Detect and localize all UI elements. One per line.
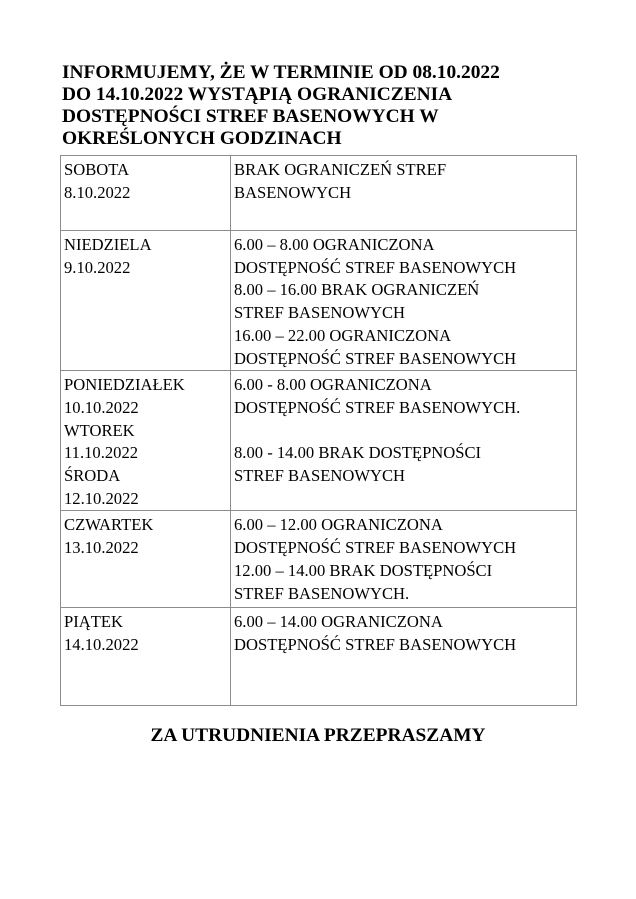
table-row — [61, 156, 577, 231]
availability-line: STREF BASENOWYCH — [234, 303, 406, 323]
day-line: SOBOTA — [64, 160, 130, 179]
availability-line: 6.00 – 8.00 OGRANICZONA — [234, 235, 435, 254]
availability-cell — [231, 371, 577, 511]
availability-line: DOSTĘPNOŚĆ STREF BASENOWYCH — [234, 257, 517, 277]
heading-line: DOSTĘPNOŚCI STREF BASENOWYCH W — [62, 106, 439, 127]
table-row — [61, 511, 577, 608]
day-line: PONIEDZIAŁEK — [64, 375, 185, 395]
availability-line: STREF BASENOWYCH. — [234, 583, 410, 603]
day-cell — [61, 231, 231, 371]
day-line: 8.10.2022 — [64, 182, 131, 202]
availability-line: 6.00 – 12.00 OGRANICZONA — [234, 515, 443, 535]
day-line: 10.10.2022 — [64, 397, 139, 417]
schedule-table — [60, 155, 577, 706]
day-line: 13.10.2022 — [64, 538, 139, 558]
availability-line: 16.00 – 22.00 OGRANICZONA — [234, 325, 452, 345]
availability-line: BRAK OGRANICZEŃ STREF — [234, 160, 447, 179]
availability-cell — [231, 156, 577, 231]
availability-line: 6.00 – 14.00 OGRANICZONA — [234, 612, 443, 632]
day-line: ŚRODA — [64, 466, 121, 486]
availability-line: DOSTĘPNOŚĆ STREF BASENOWYCH — [234, 635, 517, 655]
notice-heading — [62, 62, 582, 150]
heading-line: DO 14.10.2022 WYSTĄPIĄ OGRANICZENIA — [62, 84, 453, 105]
day-cell — [61, 371, 231, 511]
day-line: CZWARTEK — [64, 515, 154, 535]
day-line: 11.10.2022 — [64, 443, 139, 463]
availability-line: BASENOWYCH — [234, 182, 352, 202]
table-row — [61, 371, 577, 511]
availability-line: DOSTĘPNOŚĆ STREF BASENOWYCH — [234, 348, 517, 368]
day-line: 12.10.2022 — [64, 488, 139, 508]
availability-line: 8.00 - 14.00 BRAK DOSTĘPNOŚCI — [234, 443, 482, 463]
availability-cell — [231, 608, 577, 706]
availability-line: 6.00 - 8.00 OGRANICZONA — [234, 375, 432, 395]
availability-cell — [231, 511, 577, 608]
availability-line: DOSTĘPNOŚĆ STREF BASENOWYCH. — [234, 397, 521, 417]
day-line: 9.10.2022 — [64, 257, 131, 277]
table-row — [61, 231, 577, 371]
heading-line: INFORMUJEMY, ŻE W TERMINIE OD 08.10.2022 — [62, 62, 500, 83]
availability-line: 8.00 – 16.00 BRAK OGRANICZEŃ — [234, 280, 480, 300]
heading-line: OKREŚLONYCH GODZINACH — [62, 128, 342, 149]
day-cell — [61, 156, 231, 231]
day-line: WTOREK — [64, 420, 135, 440]
day-cell — [61, 608, 231, 706]
availability-line: STREF BASENOWYCH — [234, 466, 406, 486]
day-line: PIĄTEK — [64, 612, 123, 632]
day-cell — [61, 511, 231, 608]
day-line: 14.10.2022 — [64, 635, 139, 655]
apology-footer: ZA UTRUDNIENIA PRZEPRASZAMY — [150, 725, 486, 746]
day-line: NIEDZIELA — [64, 235, 152, 254]
availability-line: DOSTĘPNOŚĆ STREF BASENOWYCH — [234, 538, 517, 558]
availability-cell — [231, 231, 577, 371]
blank-line — [234, 420, 576, 443]
availability-line: 12.00 – 14.00 BRAK DOSTĘPNOŚCI — [234, 560, 493, 580]
table-row — [61, 608, 577, 706]
